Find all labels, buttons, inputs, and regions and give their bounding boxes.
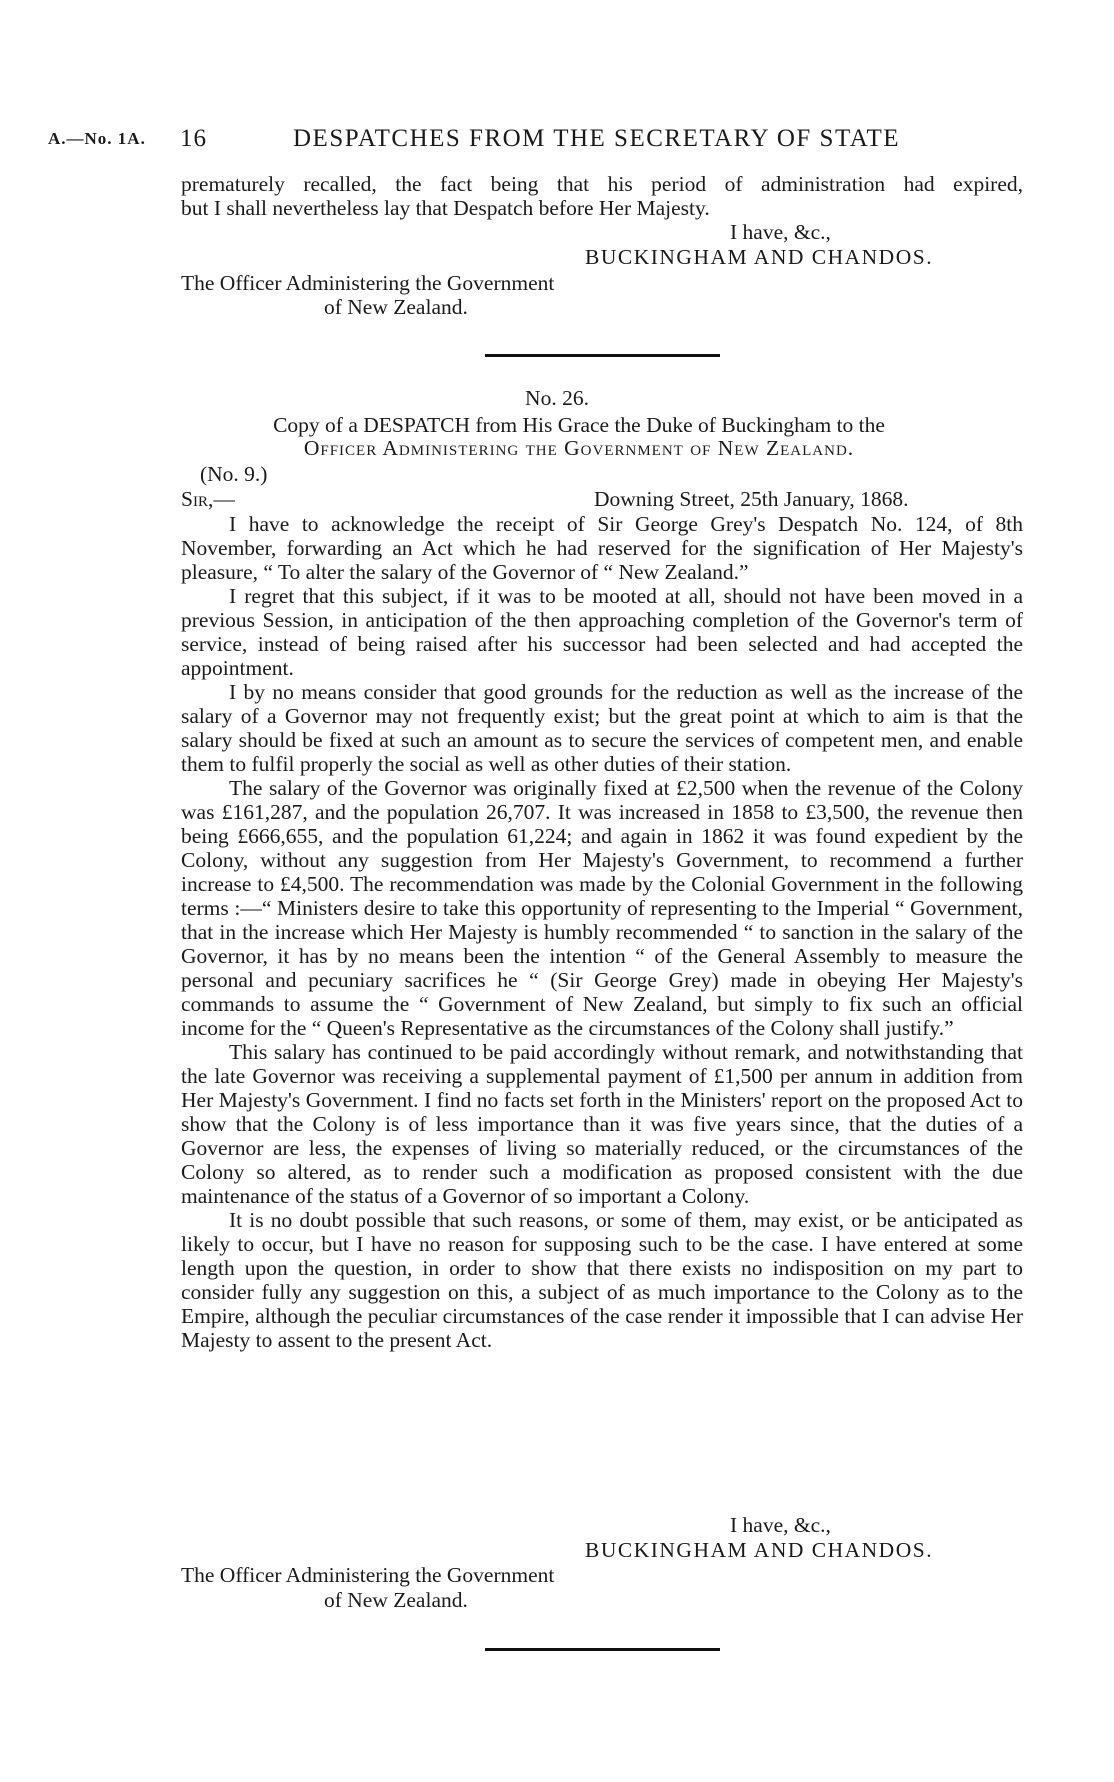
despatch-reference-number: (No. 9.) bbox=[200, 462, 268, 486]
previous-signoff-signature: BUCKINGHAM AND CHANDOS. bbox=[585, 245, 934, 269]
end-divider bbox=[485, 1648, 720, 1651]
addressee-line-2: of New Zealand. bbox=[324, 1588, 468, 1612]
paragraph-salary-history: The salary of the Governor was originally fixed at £2,500 when the revenue of the Colony was £161,287, and the population 26,707. It was increased in 1858 to £3,500, the revenue then being £666,655, and the population 61,224; and again in 1862 it was found expedient by the Colony, without any suggestion from Her Majesty's Government, to recommend a further increase to £4,500. The recommendation was made by the Colonial Government in the following terms :—“ Ministers desire to take this opportunity of representing to the Imperial “ Government, that in the increase which Her Majesty is humbly recommended “ to sanction in the salary of the Governor, it has by no means been the intention “ of the General Assembly to measure the personal and pecuniary sacrifices he “ (Sir George Grey) made in obeying Her Majesty's commands to assume the “ Government of New Zealand, but simply to fix such an official income for the “ Queen's Representative as the circumstances of the Colony shall justify.” bbox=[181, 776, 1023, 1040]
despatch-body bbox=[181, 512, 1023, 1352]
despatch-heading-line-1 bbox=[22, 413, 1114, 438]
salutation: Sir,— bbox=[181, 487, 235, 511]
despatch-heading-line-2: Officer Administering the Government of New Zealand. bbox=[303, 436, 855, 460]
previous-addressee-line-2: of New Zealand. bbox=[324, 295, 468, 319]
page-number: 16 bbox=[180, 125, 207, 152]
section-divider bbox=[485, 354, 720, 357]
addressee-line-1: The Officer Administering the Government bbox=[181, 1563, 555, 1587]
running-title: DESPATCHES FROM THE SECRETARY OF STATE bbox=[293, 125, 901, 152]
document-reference: A.—No. 1A. bbox=[48, 129, 146, 148]
place-and-date: Downing Street, 25th January, 1868. bbox=[594, 487, 909, 511]
previous-line-1: prematurely recalled, the fact being that his period of administration had expired, bbox=[181, 172, 1023, 196]
paragraph-salary-principle: I by no means consider that good grounds for the reduction as well as the increase of the salary of a Governor may not frequently exist; but the great point at which to aim is that the salary should be fixed at such an amount as to secure the services of competent men, and enable them to fulfil properly the social as well as other duties of their station. bbox=[181, 680, 1023, 776]
previous-despatch-ending bbox=[181, 172, 1023, 220]
previous-line-2: but I shall nevertheless lay that Despatch before Her Majesty. bbox=[181, 196, 710, 220]
paragraph-continued-payment: This salary has continued to be paid accordingly without remark, and notwithstanding that the late Governor was receiving a supplemental payment of £1,500 per annum in addition from Her Majesty's Government. I find no facts set forth in the Ministers' report on the proposed Act to show that the Colony is of less importance than it was five years since, that the duties of a Governor are less, the expenses of living so materially reduced, or the circumstances of the Colony so altered, as to render such a modification as proposed consistent with the due maintenance of the status of a Governor of so important a Colony. bbox=[181, 1040, 1023, 1208]
paragraph-regret: I regret that this subject, if it was to be mooted at all, should not have been moved in a previous Session, in anticipation of the then approaching completion of the Governor's term of service, instead of being raised after his successor had been selected and had accepted the appointment. bbox=[181, 584, 1023, 680]
page-header bbox=[48, 125, 1048, 155]
signoff-greeting: I have, &c., bbox=[730, 1513, 831, 1537]
paragraph-acknowledgement: I have to acknowledge the receipt of Sir George Grey's Despatch No. 124, of 8th November, forwarding an Act which he had reserved for the signification of Her Majesty's pleasure, “ To alter the salary of the Governor of “ New Zealand.” bbox=[181, 512, 1023, 584]
signoff-signature: BUCKINGHAM AND CHANDOS. bbox=[585, 1538, 934, 1562]
previous-signoff-greeting: I have, &c., bbox=[730, 220, 831, 244]
paragraph-conclusion: It is no doubt possible that such reasons, or some of them, may exist, or be anticipated as likely to occur, but I have no reason for supposing such to be the case. I have entered at some length upon the question, in order to show that there exists no indisposition on my part to consider fully any suggestion on this, a subject of as much importance to the Colony as to the Empire, although the peculiar circumstances of the case render it impossible that I can advise Her Majesty to assent to the present Act. bbox=[181, 1208, 1023, 1352]
despatch-number: No. 26. bbox=[525, 386, 589, 410]
despatch-heading-text-1: Copy of a DESPATCH from His Grace the Duke of Buckingham to the bbox=[273, 413, 885, 437]
previous-addressee-line-1: The Officer Administering the Government bbox=[181, 271, 555, 295]
